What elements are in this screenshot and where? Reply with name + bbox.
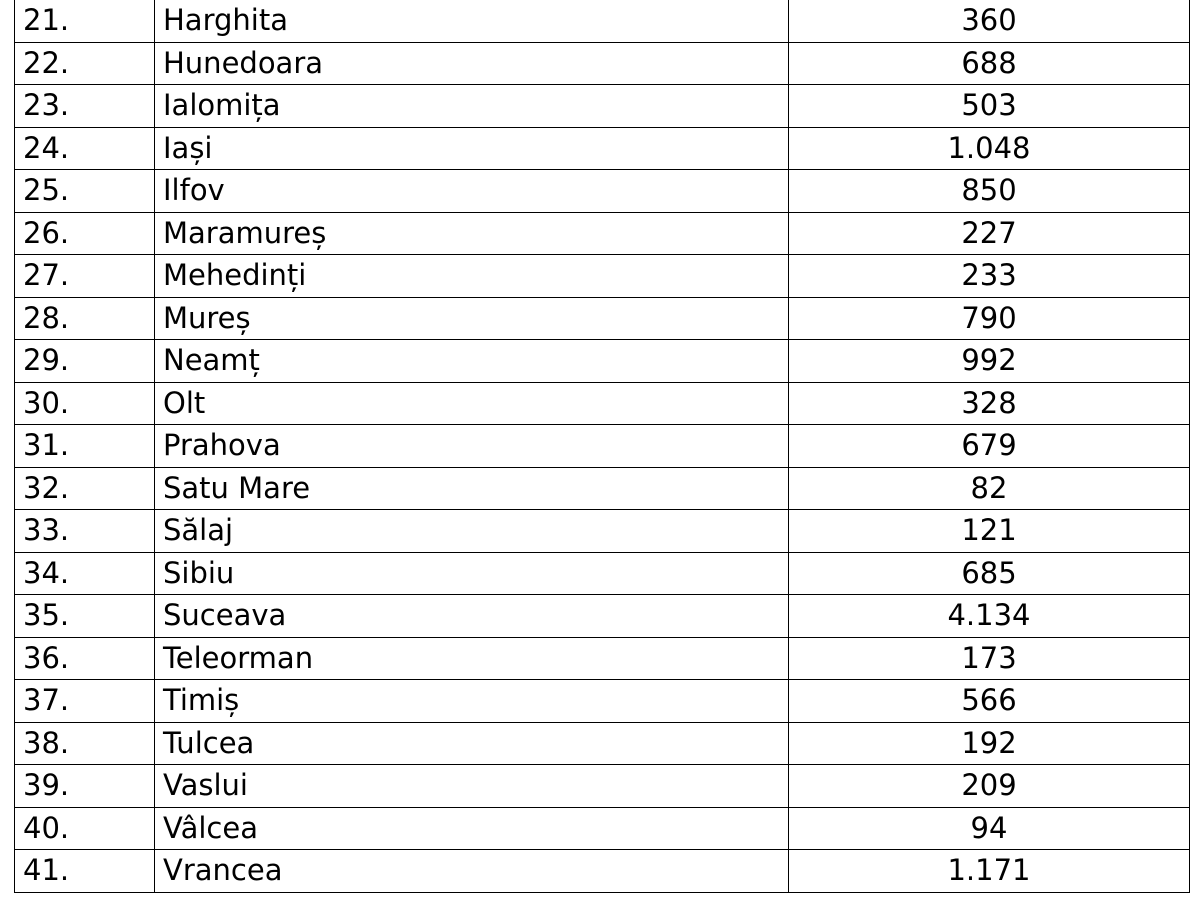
row-number-cell: 27. <box>15 255 155 298</box>
table-row <box>15 425 1190 468</box>
county-name-cell: Harghita <box>155 0 789 42</box>
value-cell: 328 <box>789 382 1190 425</box>
value-cell: 850 <box>789 170 1190 213</box>
value-cell: 121 <box>789 510 1190 553</box>
value-cell: 227 <box>789 212 1190 255</box>
value-cell: 4.134 <box>789 595 1190 638</box>
table-row <box>15 255 1190 298</box>
value-cell: 82 <box>789 467 1190 510</box>
value-cell: 1.048 <box>789 127 1190 170</box>
county-name-cell: Mehedinți <box>155 255 789 298</box>
table-row <box>15 850 1190 893</box>
county-name-cell: Satu Mare <box>155 467 789 510</box>
table-row <box>15 722 1190 765</box>
value-cell: 360 <box>789 0 1190 42</box>
row-number-cell: 30. <box>15 382 155 425</box>
table-row <box>15 170 1190 213</box>
county-name-cell: Teleorman <box>155 637 789 680</box>
table-row <box>15 510 1190 553</box>
county-name-cell: Timiș <box>155 680 789 723</box>
county-name-cell: Tulcea <box>155 722 789 765</box>
table-row <box>15 595 1190 638</box>
table-row <box>15 467 1190 510</box>
value-cell: 209 <box>789 765 1190 808</box>
row-number-cell: 28. <box>15 297 155 340</box>
row-number-cell: 33. <box>15 510 155 553</box>
value-cell: 679 <box>789 425 1190 468</box>
row-number-cell: 22. <box>15 42 155 85</box>
row-number-cell: 31. <box>15 425 155 468</box>
county-name-cell: Sălaj <box>155 510 789 553</box>
row-number-cell: 26. <box>15 212 155 255</box>
value-cell: 503 <box>789 85 1190 128</box>
table-row <box>15 807 1190 850</box>
table-row <box>15 382 1190 425</box>
county-name-cell: Maramureș <box>155 212 789 255</box>
row-number-cell: 34. <box>15 552 155 595</box>
table-row <box>15 680 1190 723</box>
row-number-cell: 40. <box>15 807 155 850</box>
value-cell: 685 <box>789 552 1190 595</box>
county-name-cell: Vrancea <box>155 850 789 893</box>
table-row <box>15 127 1190 170</box>
county-name-cell: Olt <box>155 382 789 425</box>
value-cell: 173 <box>789 637 1190 680</box>
table-row <box>15 212 1190 255</box>
row-number-cell: 41. <box>15 850 155 893</box>
value-cell: 566 <box>789 680 1190 723</box>
value-cell: 192 <box>789 722 1190 765</box>
row-number-cell: 29. <box>15 340 155 383</box>
table-row <box>15 297 1190 340</box>
value-cell: 1.171 <box>789 850 1190 893</box>
county-table-container <box>14 0 1190 893</box>
county-name-cell: Iași <box>155 127 789 170</box>
row-number-cell: 36. <box>15 637 155 680</box>
value-cell: 688 <box>789 42 1190 85</box>
county-name-cell: Sibiu <box>155 552 789 595</box>
row-number-cell: 23. <box>15 85 155 128</box>
county-name-cell: Suceava <box>155 595 789 638</box>
value-cell: 992 <box>789 340 1190 383</box>
row-number-cell: 24. <box>15 127 155 170</box>
county-name-cell: Hunedoara <box>155 42 789 85</box>
table-row <box>15 552 1190 595</box>
county-name-cell: Ilfov <box>155 170 789 213</box>
county-name-cell: Vaslui <box>155 765 789 808</box>
county-table <box>14 0 1190 893</box>
value-cell: 233 <box>789 255 1190 298</box>
value-cell: 94 <box>789 807 1190 850</box>
county-name-cell: Mureș <box>155 297 789 340</box>
table-row <box>15 0 1190 42</box>
county-name-cell: Ialomița <box>155 85 789 128</box>
county-name-cell: Vâlcea <box>155 807 789 850</box>
row-number-cell: 39. <box>15 765 155 808</box>
table-row <box>15 340 1190 383</box>
row-number-cell: 37. <box>15 680 155 723</box>
table-row <box>15 42 1190 85</box>
county-name-cell: Neamț <box>155 340 789 383</box>
table-row <box>15 85 1190 128</box>
table-row <box>15 637 1190 680</box>
table-body <box>15 0 1190 892</box>
table-row <box>15 765 1190 808</box>
value-cell: 790 <box>789 297 1190 340</box>
row-number-cell: 38. <box>15 722 155 765</box>
row-number-cell: 35. <box>15 595 155 638</box>
county-name-cell: Prahova <box>155 425 789 468</box>
row-number-cell: 21. <box>15 0 155 42</box>
row-number-cell: 25. <box>15 170 155 213</box>
row-number-cell: 32. <box>15 467 155 510</box>
